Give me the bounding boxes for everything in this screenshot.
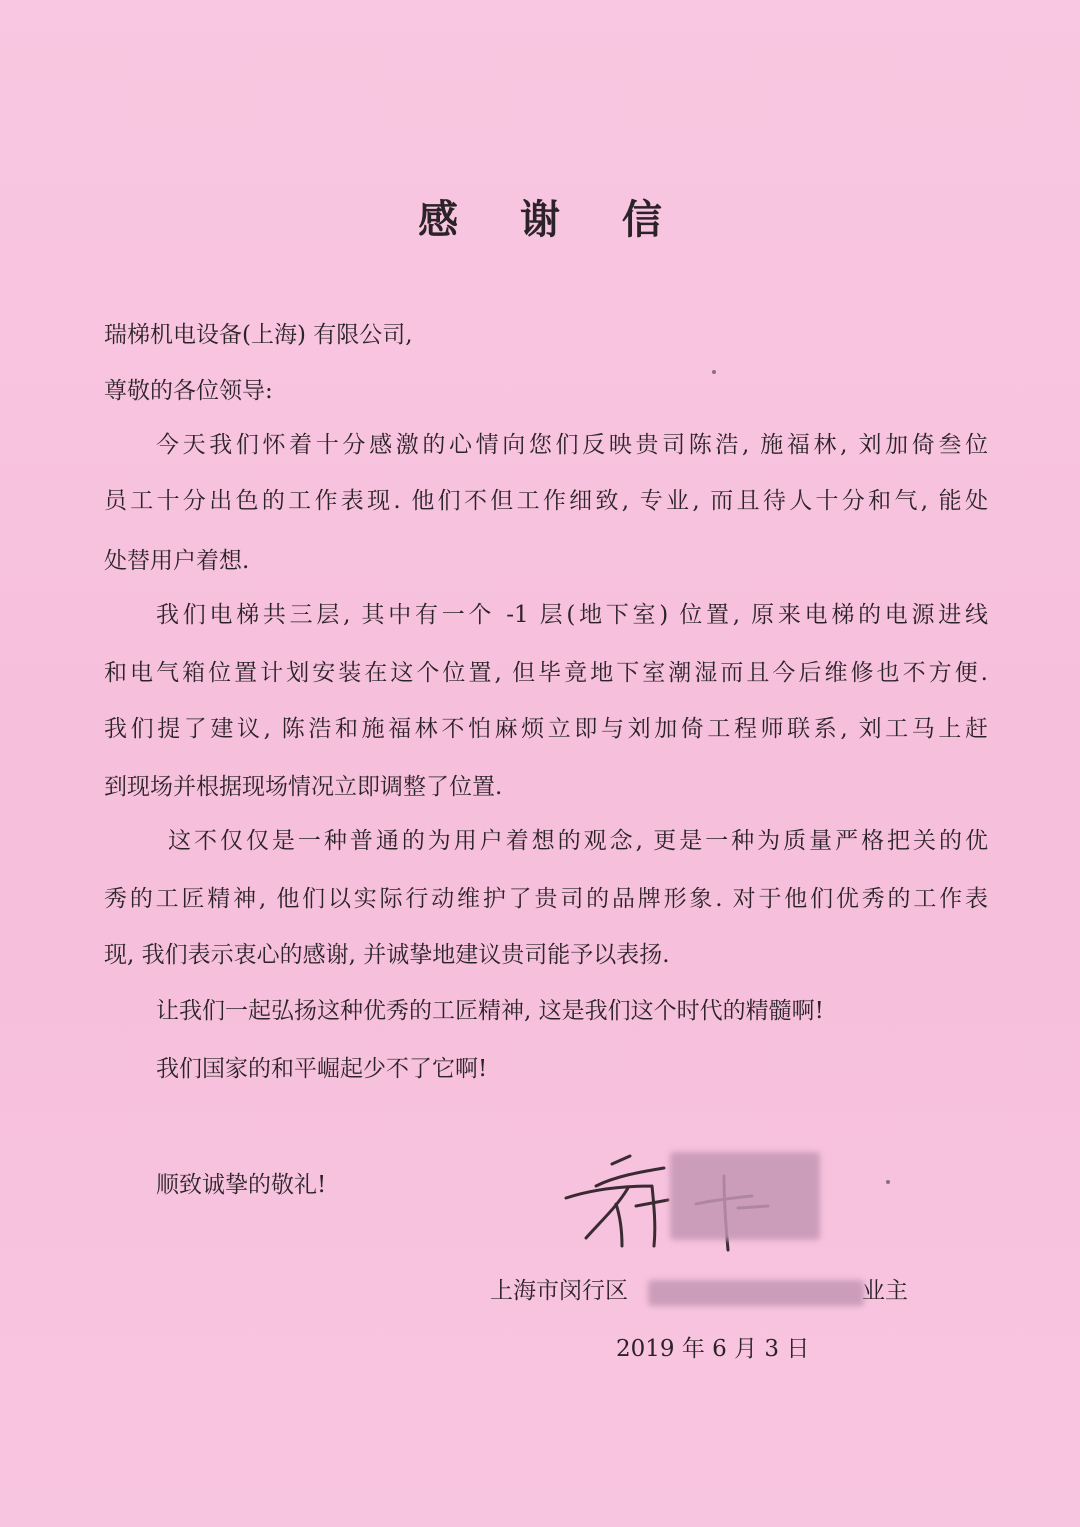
body-line-2: 员工十分出色的工作表现. 他们不但工作细致, 专业, 而且待人十分和气, 能处	[104, 488, 988, 514]
signatory-suffix: 业主	[862, 1278, 908, 1304]
body-line-10: 现, 我们表示衷心的感谢, 并诚挚地建议贵司能予以表扬.	[104, 942, 670, 968]
paper-speck	[886, 1180, 890, 1184]
body-line-12: 我们国家的和平崛起少不了它啊!	[156, 1056, 488, 1082]
paper-speck	[712, 370, 716, 374]
salutation-company: 瑞梯机电设备(上海) 有限公司,	[104, 322, 413, 348]
redacted-address-blur	[648, 1280, 864, 1306]
body-line-9: 秀的工匠精神, 他们以实际行动维护了贵司的品牌形象. 对于他们优秀的工作表	[104, 886, 988, 912]
body-line-3: 处替用户着想.	[104, 548, 250, 574]
body-line-4: 我们电梯共三层, 其中有一个 -1 层(地下室) 位置, 原来电梯的电源进线	[156, 602, 988, 628]
body-line-5: 和电气箱位置计划安装在这个位置, 但毕竟地下室潮湿而且今后维修也不方便.	[104, 660, 988, 686]
signatory-prefix: 上海市闵行区	[490, 1278, 628, 1304]
body-line-7: 到现场并根据现场情况立即调整了位置.	[104, 774, 503, 800]
body-line-6: 我们提了建议, 陈浩和施福林不怕麻烦立即与刘加倚工程师联系, 刘工马上赶	[104, 716, 988, 742]
letter-title: 感 谢 信	[418, 196, 686, 243]
redacted-signature-blur	[670, 1152, 820, 1240]
body-line-1: 今天我们怀着十分感激的心情向您们反映贵司陈浩, 施福林, 刘加倚叁位	[156, 432, 988, 458]
letter-date: 2019 年 6 月 3 日	[616, 1336, 810, 1362]
closing-line: 顺致诚挚的敬礼!	[156, 1172, 327, 1198]
body-line-8: 这不仅仅是一种普通的为用户着想的观念, 更是一种为质量严格把关的优	[168, 828, 988, 854]
body-line-11: 让我们一起弘扬这种优秀的工匠精神, 这是我们这个时代的精髓啊!	[156, 998, 824, 1024]
salutation-leaders: 尊敬的各位领导:	[104, 378, 273, 404]
